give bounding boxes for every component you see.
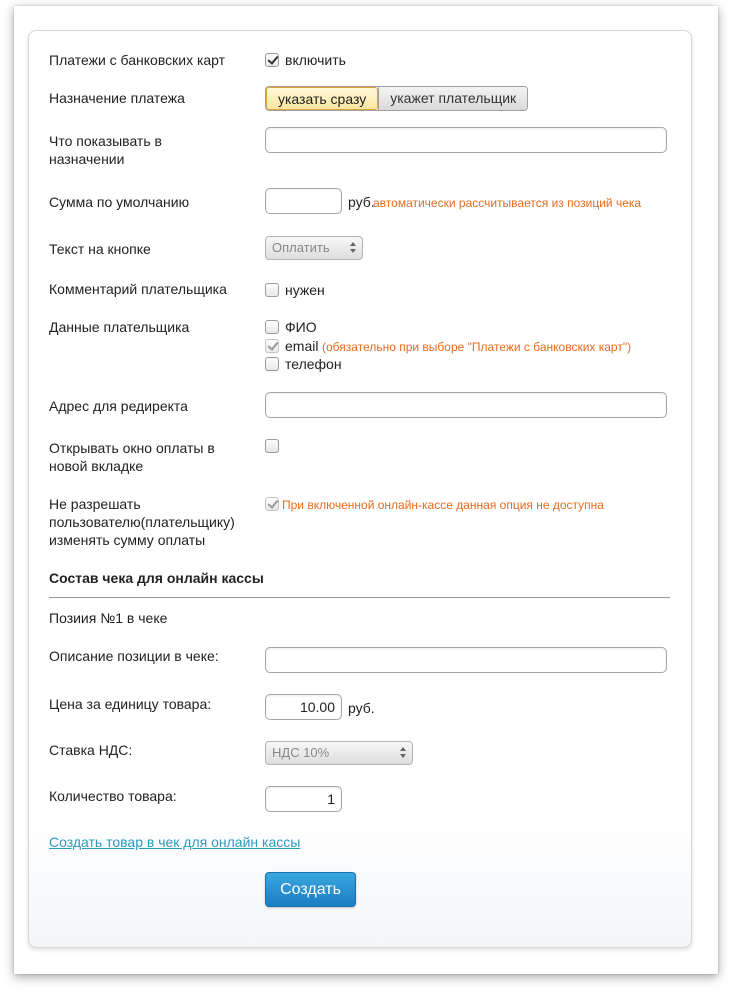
- receipt-section-title: Состав чека для онлайн кассы: [49, 570, 264, 586]
- description-label: Описание позиции в чеке:: [49, 648, 219, 664]
- select-arrows-icon: [400, 747, 406, 759]
- price-label: Цена за единицу товара:: [49, 696, 212, 712]
- redirect-input[interactable]: [265, 392, 667, 418]
- show-in-purpose-label-line1: Что показывать в: [49, 133, 162, 149]
- no-amount-change-label: [49, 495, 259, 549]
- no-amount-change-label-line2: пользователю(плательщику): [49, 514, 235, 530]
- default-amount-hint: автоматически рассчитывается из позиций чека: [373, 196, 642, 210]
- purpose-toggle: [265, 86, 528, 111]
- no-amount-change-label-line3: изменять сумму оплаты: [49, 532, 206, 548]
- button-text-selected: Оплатить: [272, 240, 330, 255]
- quantity-input[interactable]: 1: [265, 786, 342, 812]
- vat-selected: НДС 10%: [272, 745, 330, 760]
- select-arrows-icon: [350, 242, 356, 254]
- create-button[interactable]: Создать: [265, 872, 356, 907]
- button-text-label: Текст на кнопке: [49, 241, 151, 257]
- payer-comment-option-label: нужен: [285, 282, 325, 298]
- payer-phone-label: телефон: [285, 356, 342, 372]
- no-amount-change-note: При включенной онлайн-кассе данная опция не доступна: [282, 498, 604, 512]
- vat-label: Ставка НДС:: [49, 742, 133, 758]
- purpose-label: Назначение платежа: [49, 90, 185, 106]
- show-in-purpose-label: [49, 132, 249, 168]
- default-amount-label: Сумма по умолчанию: [49, 194, 190, 210]
- payer-data-label: Данные плательщика: [49, 319, 190, 335]
- new-tab-label-line1: Открывать окно оплаты в: [49, 440, 215, 456]
- button-text-select[interactable]: [265, 236, 363, 260]
- payer-fio-checkbox[interactable]: [265, 320, 279, 334]
- show-in-purpose-label-line2: назначении: [49, 151, 125, 167]
- section-divider: [49, 597, 670, 598]
- default-amount-input[interactable]: [265, 188, 342, 214]
- receipt-position-title: Позиия №1 в чеке: [49, 610, 168, 626]
- redirect-label: Адрес для редиректа: [49, 398, 188, 414]
- payer-email-label: email: [285, 338, 319, 354]
- purpose-option-payer[interactable]: укажет плательщик: [378, 87, 527, 110]
- default-amount-unit: руб.: [348, 194, 375, 210]
- payer-email-note: (обязательно при выборе "Платежи с банковских карт"): [322, 340, 632, 354]
- price-unit: руб.: [348, 700, 375, 716]
- payer-comment-label: Комментарий плательщика: [49, 281, 227, 297]
- new-tab-label-line2: новой вкладке: [49, 458, 144, 474]
- payer-phone-checkbox[interactable]: [265, 357, 279, 371]
- no-amount-change-checkbox[interactable]: [265, 497, 279, 511]
- new-tab-checkbox[interactable]: [265, 439, 279, 453]
- price-input[interactable]: 10.00: [265, 694, 342, 720]
- description-input[interactable]: [265, 647, 667, 673]
- purpose-option-now[interactable]: указать сразу: [266, 87, 378, 110]
- vat-select[interactable]: [265, 741, 413, 765]
- payer-fio-label: ФИО: [285, 319, 317, 335]
- quantity-label: Количество товара:: [49, 788, 177, 804]
- new-tab-label: [49, 439, 249, 475]
- card-payments-option-label: включить: [285, 52, 346, 68]
- add-receipt-item-link[interactable]: Создать товар в чек для онлайн кассы: [49, 834, 301, 850]
- no-amount-change-label-line1: Не разрешать: [49, 496, 141, 512]
- card-payments-checkbox[interactable]: [265, 53, 279, 67]
- card-payments-label: Платежи с банковских карт: [49, 52, 226, 68]
- payer-comment-checkbox[interactable]: [265, 283, 279, 297]
- show-in-purpose-input[interactable]: [265, 127, 667, 153]
- payer-email-checkbox[interactable]: [265, 339, 279, 353]
